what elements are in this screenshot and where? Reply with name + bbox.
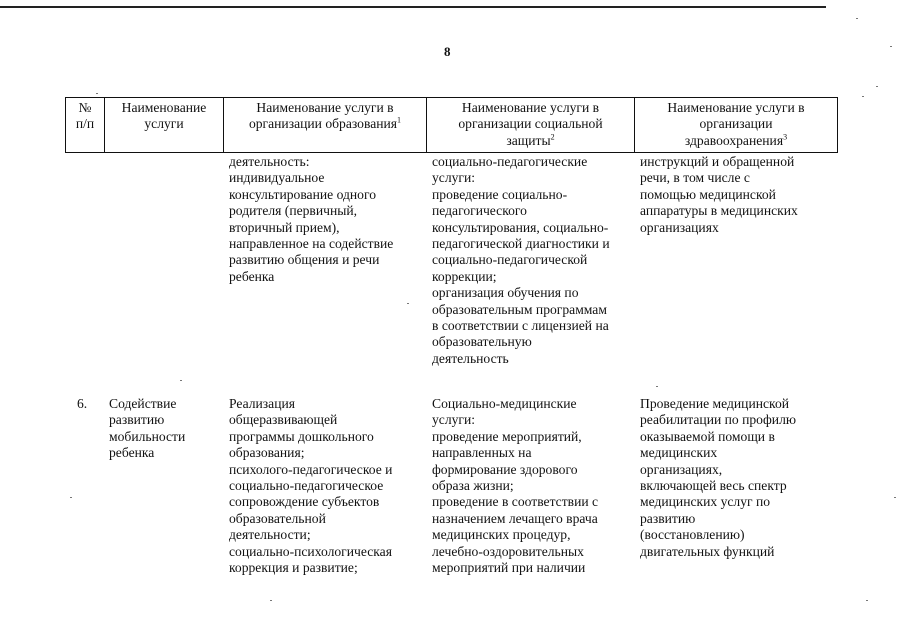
header-health-text: Наименование услуги в организации xyxy=(667,100,805,132)
header-social-text-2: защиты xyxy=(506,132,551,148)
row-6-social: Социально-медицинские услуги: проведение мероприятий, направленных на формирование здорового образа жизни; проведение в соответствии с назначением лечащего врача медицинских процедур, лечебно-оздоровительных мероприятий при наличии xyxy=(432,396,599,576)
footnote-mark-3: 3 xyxy=(783,132,788,142)
scan-speck xyxy=(70,497,72,498)
header-health xyxy=(635,100,837,149)
scan-speck xyxy=(270,600,272,601)
header-education xyxy=(224,100,426,133)
header-health-text-2: здравоохранения xyxy=(684,132,784,148)
row-6-num: 6. xyxy=(77,396,88,411)
header-education-text: Наименование услуги в организации образования xyxy=(248,100,398,132)
scan-speck xyxy=(876,86,878,87)
scan-speck xyxy=(856,18,858,19)
footnote-mark-1: 1 xyxy=(397,115,402,125)
scan-speck xyxy=(866,600,868,601)
header-num: № п/п xyxy=(75,100,95,132)
row-continued-social: социально-педагогические услуги: проведение социально- педагогического консультирования, социально- педагогической диагностики и социально-педагогической коррекции; организация обучения по образовательным программам в соответствии с лицензией на образовательную деятельность xyxy=(432,154,610,366)
row-continued-health: инструкций и обращенной речи, в том числе с помощью медицинской аппаратуры в медицинских организациях xyxy=(640,154,798,235)
row-6-education: Реализация общеразвивающей программы дошкольного образования; психолого-педагогическое и социально-педагогическое сопровождение субъектов образовательной деятельности; социально-психологическая коррекция и развитие; xyxy=(229,396,393,576)
table-top-border xyxy=(65,97,838,98)
header-service-name: Наименование услуги xyxy=(121,100,207,132)
footnote-mark-2: 2 xyxy=(550,132,555,142)
header-social-text: Наименование услуги в организации социальной xyxy=(458,100,603,132)
scan-speck xyxy=(656,386,658,387)
scan-speck xyxy=(180,380,182,381)
scan-speck xyxy=(862,96,864,97)
table-right-border xyxy=(837,97,838,153)
row-continued-education: деятельность: индивидуальное консультирование одного родителя (первичный, вторичный прием), направленное на содействие развитию общения и речи ребенка xyxy=(229,154,394,284)
table-header-bottom-border xyxy=(65,152,838,153)
top-rule xyxy=(0,6,826,8)
scan-speck xyxy=(890,46,892,47)
row-6-service-name: Содействие развитию мобильности ребенка xyxy=(109,396,186,461)
scan-speck xyxy=(407,303,409,304)
page-number: 8 xyxy=(444,44,451,59)
row-6-health: Проведение медицинской реабилитации по профилю оказываемой помощи в медицинских организациях, включающей весь спектр медицинских услуг по развитию (восстановлению) двигательных функций xyxy=(640,396,797,559)
scan-speck xyxy=(894,497,896,498)
header-social xyxy=(427,100,634,149)
scan-speck xyxy=(96,93,98,94)
